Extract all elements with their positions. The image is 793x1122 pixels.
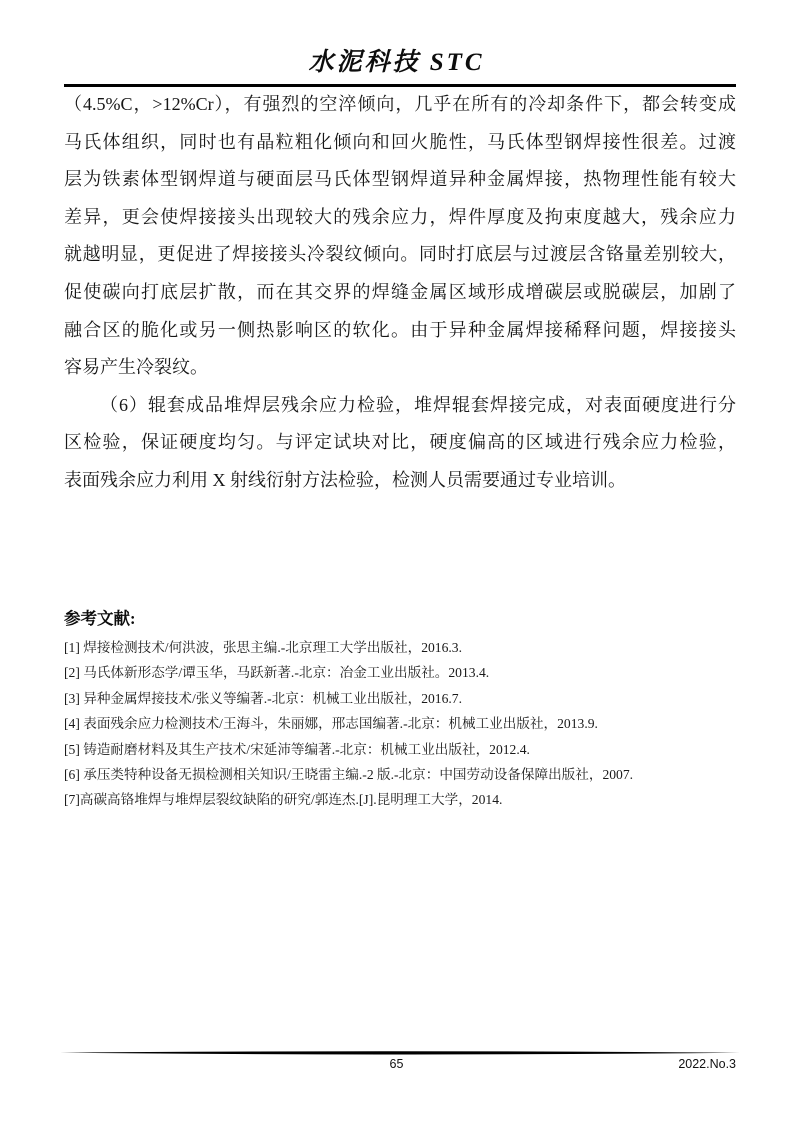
reference-item: [6] 承压类特种设备无损检测相关知识/王晓雷主编.-2 版.-北京：中国劳动设备保障出版社，2007. (64, 767, 634, 783)
reference-item: [1] 焊接检测技术/何洪波，张思主编.-北京理工大学出版社，2016.3. (64, 640, 462, 655)
reference-item: [4] 表面残余应力检测技术/王海斗，朱丽娜，邢志国编著.-北京：机械工业出版社，2013.9. (64, 716, 598, 732)
reference-item: [2] 马氏体新形态学/谭玉华，马跃新著.-北京：冶金工业出版社。2013.4. (64, 665, 490, 681)
references-heading: 参考文献: (64, 609, 136, 628)
paragraph-2 (64, 387, 736, 500)
body-line: 层为铁素体型钢焊道与硬面层马氏体型钢焊道异种金属焊接，热物理性能有较大 (64, 169, 736, 190)
body-line: 容易产生冷裂纹。 (64, 357, 208, 378)
body-line: 促使碳向打底层扩散，而在其交界的焊缝金属区域形成增碳层或脱碳层，加剧了 (64, 281, 736, 302)
paragraph-1 (64, 86, 736, 387)
body-text (64, 86, 736, 500)
body-line: （4.5%C，>12%Cr），有强烈的空淬倾向，几乎在所有的冷却条件下，都会转变成 (64, 94, 736, 114)
body-line: 马氏体组织，同时也有晶粒粗化倾向和回火脆性，马氏体型钢焊接性很差。过渡 (64, 131, 736, 152)
body-line: 差异，更会使焊接接头出现较大的残余应力，焊件厚度及拘束度越大，残余应力 (64, 206, 736, 227)
body-line: 表面残余应力利用 X 射线衍射方法检验，检测人员需要通过专业培训。 (64, 469, 626, 490)
body-line: 就越明显，更促进了焊接接头冷裂纹倾向。同时打底层与过渡层含铬量差别较大， (64, 244, 736, 265)
footer-rule (60, 1049, 740, 1057)
page-number: 65 (389, 1057, 404, 1071)
journal-title: 水泥科技 STC (308, 49, 485, 76)
reference-item: [3] 异种金属焊接技术/张义等编著.-北京：机械工业出版社，2016.7. (64, 690, 462, 706)
body-line: （6）辊套成品堆焊层残余应力检验，堆焊辊套焊接完成，对表面硬度进行分 (100, 394, 736, 415)
reference-item: [7]高碳高铬堆焊与堆焊层裂纹缺陷的研究/郭连杰.[J].昆明理工大学，2014. (64, 792, 503, 808)
issue-number: 2022.No.3 (678, 1057, 736, 1071)
references-section (64, 606, 736, 813)
reference-item: [5] 铸造耐磨材料及其生产技术/宋延沛等编著.-北京：机械工业出版社，2012.4. (64, 741, 530, 757)
body-line: 融合区的脆化或另一侧热影响区的软化。由于异种金属焊接稀释问题，焊接接头 (64, 319, 736, 340)
body-line: 区检验，保证硬度均匀。与评定试块对比，硬度偏高的区域进行残余应力检验， (64, 432, 736, 453)
